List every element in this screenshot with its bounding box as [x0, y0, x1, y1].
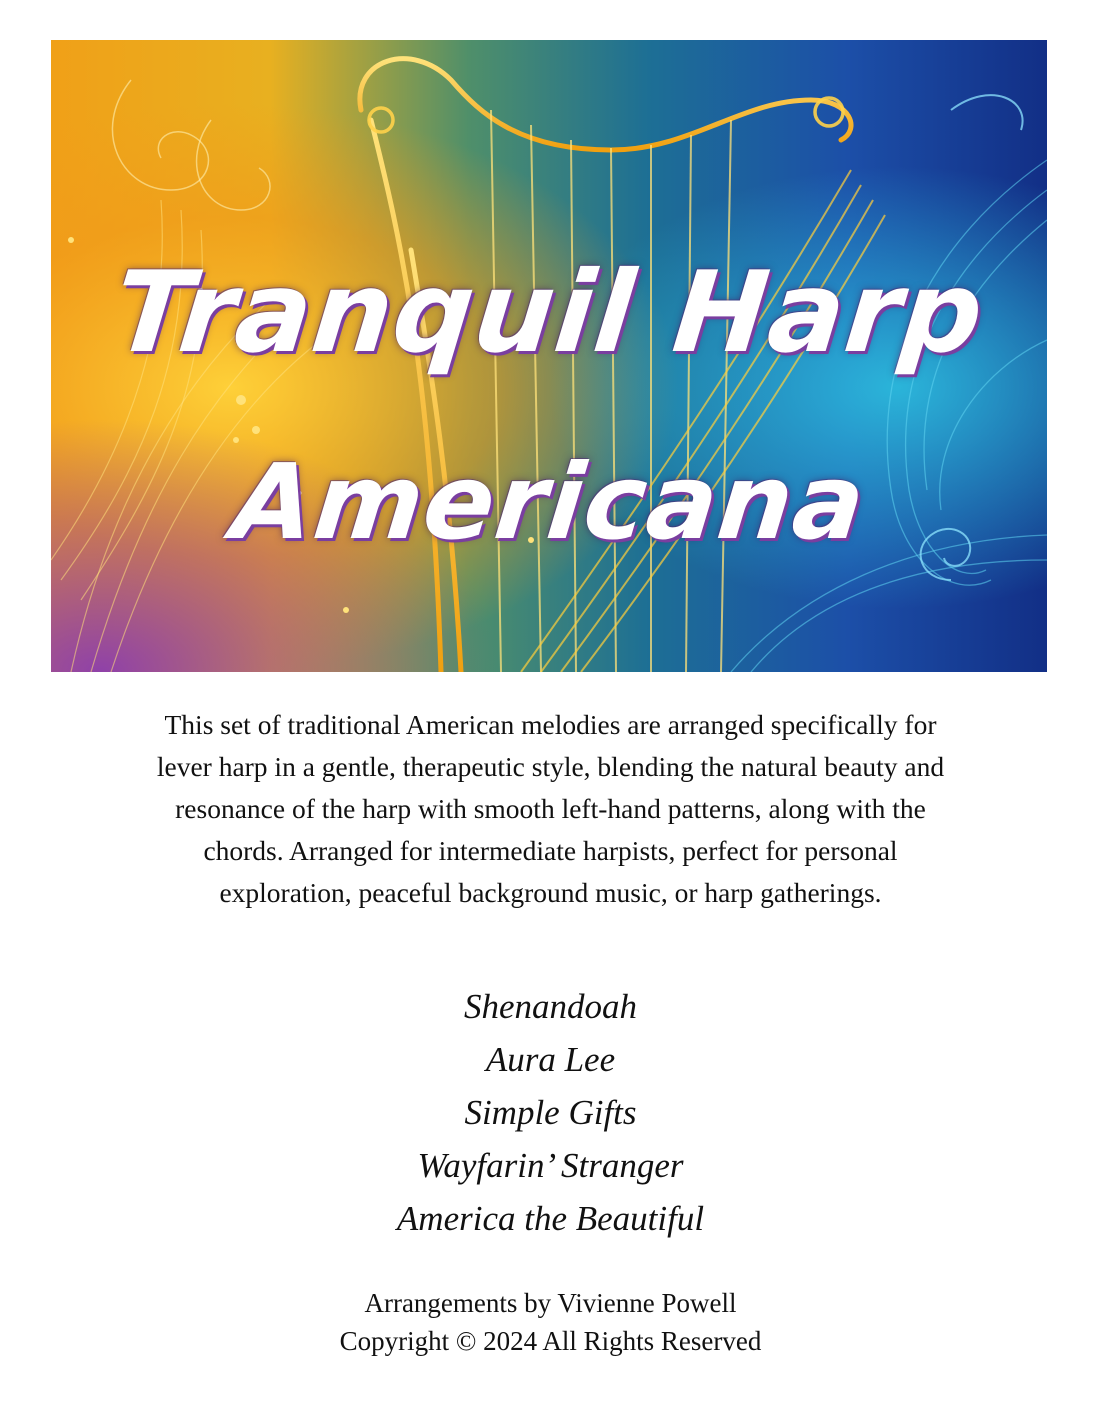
cover-image	[51, 40, 1047, 672]
song-title: America the Beautiful	[396, 1199, 705, 1238]
song-list	[0, 980, 1101, 1245]
arranger-credit: Arrangements by Vivienne Powell	[364, 1288, 737, 1318]
song-title: Wayfarin’ Stranger	[417, 1146, 684, 1185]
cover-title-line-1: Tranquil Harp	[108, 248, 990, 378]
book-description: This set of traditional American melodies are arranged specifically for lever harp in a gentle, therapeutic style, blending the natural beauty and resonance of the harp with smooth left-hand patterns, along with the chords. Arranged for intermediate harpists, perfect for personal exploration, peaceful background music, or harp gatherings.	[156, 709, 945, 908]
cover-title-line-2: Americana	[226, 441, 872, 563]
song-title: Aura Lee	[485, 1040, 616, 1079]
song-title: Shenandoah	[463, 987, 638, 1026]
copyright-notice: Copyright © 2024 All Rights Reserved	[339, 1326, 762, 1356]
credits	[0, 1284, 1101, 1360]
song-title: Simple Gifts	[464, 1093, 637, 1132]
